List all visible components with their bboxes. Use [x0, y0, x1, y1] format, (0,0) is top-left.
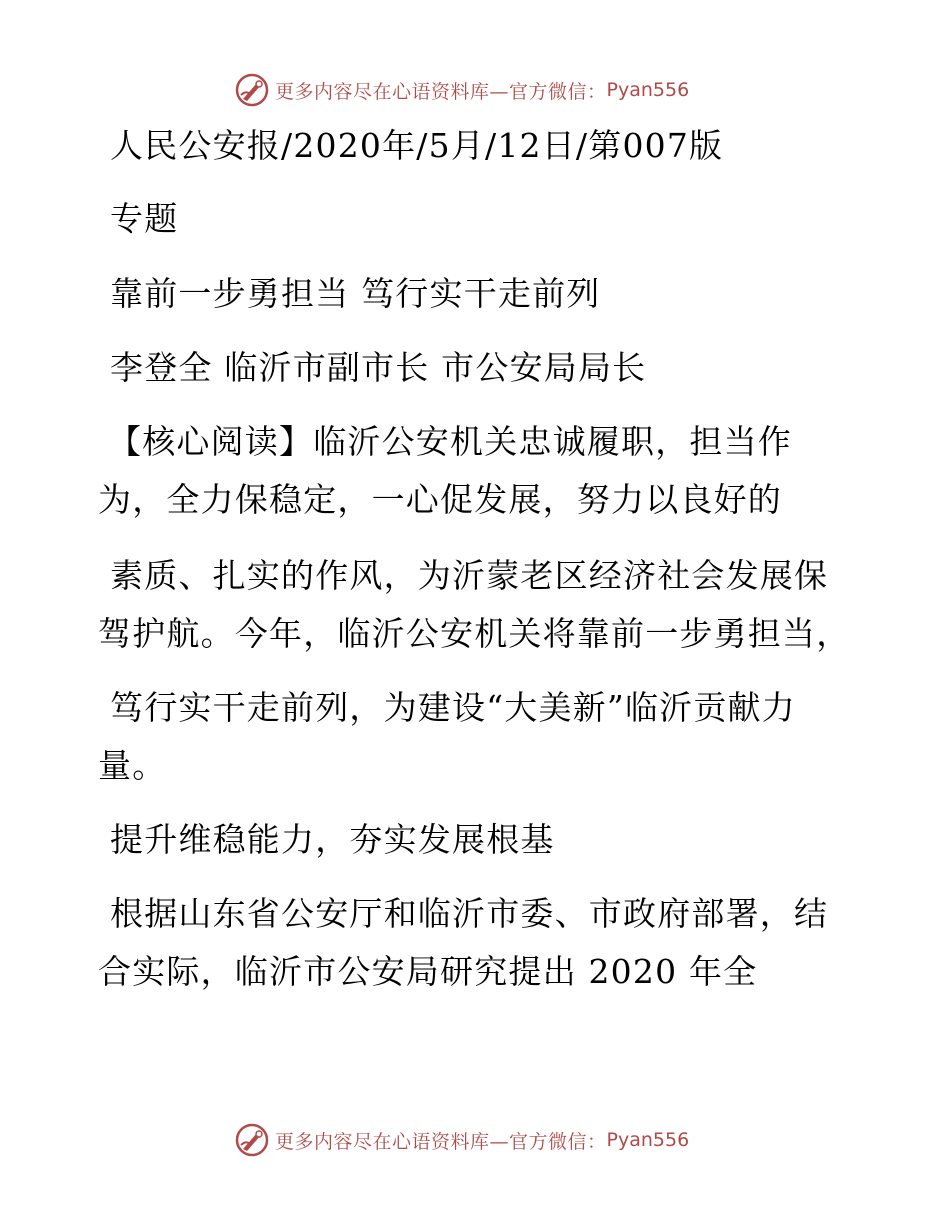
body-line: 驾护航。今年，临沂公安机关将靠前一步勇担当，	[98, 614, 851, 653]
body-line: 笃行实干走前列，为建设“大美新”临沂贡献力	[110, 688, 796, 727]
watermark-text: 更多内容尽在心语资料库—官方微信：	[275, 1130, 607, 1153]
paragraph-line: 合实际，临沂市公安局研究提出 2020 年全	[98, 952, 758, 991]
watermark-text: 更多内容尽在心语资料库—官方微信：	[275, 80, 607, 103]
pen-logo-icon	[235, 73, 269, 107]
pen-logo-icon	[235, 1123, 269, 1157]
watermark-footer	[235, 1122, 689, 1158]
section-label: 专题	[110, 199, 179, 238]
watermark-wechat-id: Pyan556	[606, 79, 690, 101]
body-line: 量。	[98, 746, 167, 785]
subheading: 提升维稳能力，夯实发展根基	[110, 820, 555, 859]
body-line: 为，全力保稳定，一心促发展，努力以良好的	[98, 480, 782, 519]
watermark-wechat-id: Pyan556	[606, 1129, 690, 1151]
watermark-header	[235, 72, 689, 108]
paragraph-line: 根据山东省公安厅和临沂市委、市政府部署，结	[110, 894, 829, 933]
body-line: 素质、扎实的作风，为沂蒙老区经济社会发展保	[110, 556, 829, 595]
headline: 靠前一步勇担当 笃行实干走前列	[110, 274, 601, 313]
dateline: 人民公安报/2020年/5月/12日/第007版	[110, 126, 724, 165]
byline: 李登全 临沂市副市长 市公安局局长	[110, 348, 647, 387]
body-line: 【核心阅读】临沂公安机关忠诚履职，担当作	[108, 422, 792, 461]
